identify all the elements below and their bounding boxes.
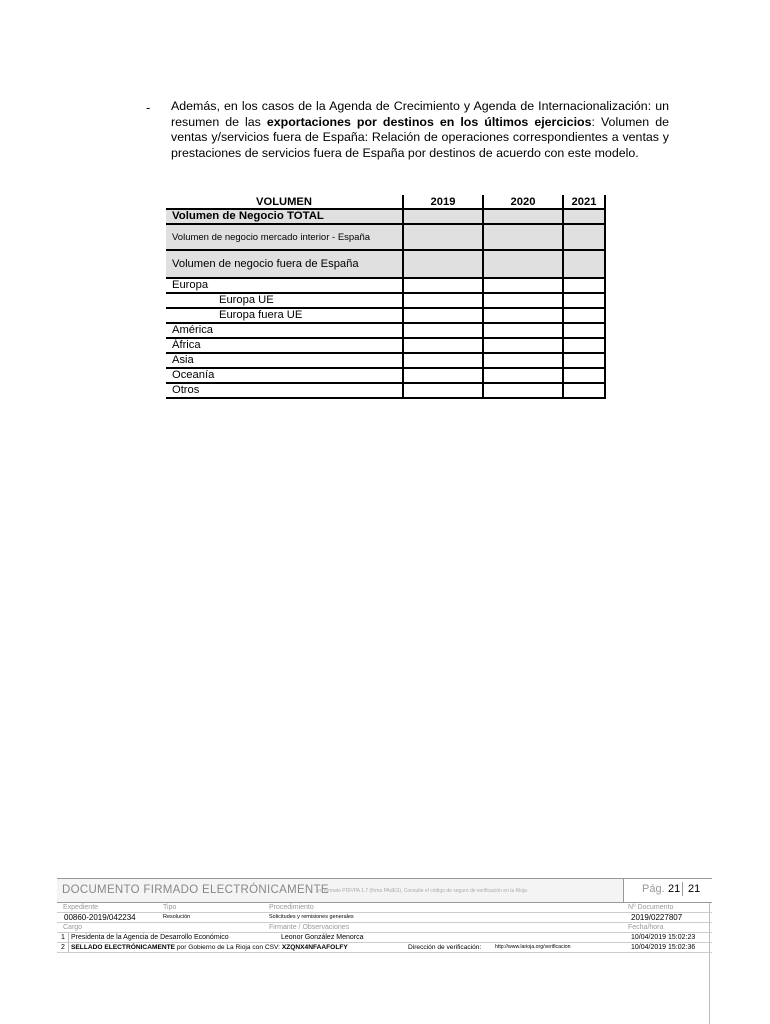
cell-2020[interactable] [483,209,563,224]
table-row [166,293,605,308]
header-2021: 2021 [563,195,605,209]
signer-date: 10/04/2019 15:02:23 [631,934,696,941]
csv-code: XZQNX4NFAAFOLFY [281,944,348,951]
signature-footer [57,878,712,953]
cell-2020[interactable] [483,368,563,383]
cell-2019[interactable] [403,293,483,308]
seal-rest: por Gobierno de La Rioja con CSV: [175,944,282,951]
cell-2021[interactable] [563,323,605,338]
cell-2021[interactable] [563,209,605,224]
intro-paragraph [171,99,669,161]
cell-2020[interactable] [483,278,563,293]
row-label: África [166,338,403,353]
signer-divider [68,943,69,952]
tipo-value: Resolución [163,914,191,920]
expediente-value: 00860-2019/042234 [64,913,136,922]
n-documento-value: 2019/0227807 [631,913,683,922]
paragraph-text-1: Además, en los casos de la Agenda de Crecimiento y Agenda de Internacionalización: un resumen de las [171,99,669,129]
cell-2021[interactable] [563,353,605,368]
signer-divider [68,933,69,942]
page-indicator [623,879,713,902]
signer-number: 2 [61,944,65,951]
row-label: Europa fuera UE [166,308,403,323]
seal-bold: SELLADO ELECTRÓNICAMENTE [71,944,176,951]
footer-values-row [57,913,712,923]
cell-2019[interactable] [403,308,483,323]
row-label: Oceanía [166,368,403,383]
table-row [166,368,605,383]
row-label: Volumen de Negocio TOTAL [166,209,403,224]
cell-2019[interactable] [403,383,483,398]
footer-labels-row [57,903,712,913]
verification-label: Dirección de verificación: [408,944,482,951]
table-row [166,209,605,224]
cell-2020[interactable] [483,383,563,398]
cell-2021[interactable] [563,278,605,293]
footer-labels-row-2 [57,923,712,933]
footer-subtitle: en formato PDF/PA 1.7 (firma PAdES). Consulte el código de seguro de verificación en la Rioja [317,888,527,894]
cell-2021[interactable] [563,383,605,398]
cell-2019[interactable] [403,368,483,383]
cell-2021[interactable] [563,308,605,323]
bullet-dash: - [146,100,151,115]
label-fecha-hora: Fecha/hora [628,924,664,931]
table-row [166,383,605,398]
cell-2020[interactable] [483,323,563,338]
header-2019: 2019 [403,195,483,209]
signer-cargo: Presidenta de la Agencia de Desarrollo Económico [71,934,229,941]
cell-2021[interactable] [563,338,605,353]
cell-2020[interactable] [483,224,563,250]
row-label: Volumen de negocio mercado interior - España [166,224,403,250]
cell-2021[interactable] [563,293,605,308]
cell-2020[interactable] [483,353,563,368]
cell-2019[interactable] [403,278,483,293]
row-label: Asia [166,353,403,368]
volume-table [166,195,606,399]
cell-2021[interactable] [563,250,605,278]
row-label: Europa UE [166,293,403,308]
procedimiento-value: Solicitudes y remisiones generales [269,914,354,920]
row-label: Volumen de negocio fuera de España [166,250,403,278]
cell-2021[interactable] [563,368,605,383]
cell-2020[interactable] [483,293,563,308]
page-separator [682,882,683,896]
signer-name: Leonor González Menorca [281,934,364,941]
table-row [166,353,605,368]
seal-text [71,943,348,952]
verification-url[interactable]: http://www.larioja.org/verificacion [495,944,571,950]
signer-date: 10/04/2019 15:02:36 [631,944,696,951]
cell-2019[interactable] [403,353,483,368]
label-expediente: Expediente [63,904,99,911]
table-row [166,250,605,278]
cell-2019[interactable] [403,224,483,250]
header-2020: 2020 [483,195,563,209]
footer-title: DOCUMENTO FIRMADO ELECTRÓNICAMENTE [62,884,329,896]
table-row [166,308,605,323]
page-total: 21 [688,883,701,895]
page-number: 21 [668,883,681,895]
cell-2019[interactable] [403,338,483,353]
cell-2019[interactable] [403,323,483,338]
cell-2019[interactable] [403,250,483,278]
table-row [166,224,605,250]
header-volumen: VOLUMEN [166,195,403,209]
table-row [166,338,605,353]
signer-row [57,933,712,943]
table-header-row [166,195,605,209]
signer-number: 1 [61,934,65,941]
label-procedimiento: Procedimiento [269,904,314,911]
paragraph-bold: exportaciones por destinos en los últimos ejercicios [266,114,592,129]
cell-2019[interactable] [403,209,483,224]
table-row [166,323,605,338]
cell-2020[interactable] [483,250,563,278]
cell-2020[interactable] [483,308,563,323]
cell-2021[interactable] [563,224,605,250]
label-tipo: Tipo [163,904,177,911]
signer-row [57,943,712,953]
paragraph-text-2: : Volumen de ventas y/servicios fuera de España: Relación de operaciones correspondientes a ventas y prestaciones de servicios fuera de España por destinos de acuerdo con este modelo. [171,114,669,160]
label-cargo: Cargo [63,924,83,931]
page-label: Pág. [642,883,665,895]
row-label: Europa [166,278,403,293]
label-firmante: Firmante / Observaciones [269,924,350,931]
label-n-documento: Nº Documento [628,904,674,911]
row-label: Otros [166,383,403,398]
cell-2020[interactable] [483,338,563,353]
row-label: América [166,323,403,338]
footer-header [57,878,712,903]
table-row [166,278,605,293]
